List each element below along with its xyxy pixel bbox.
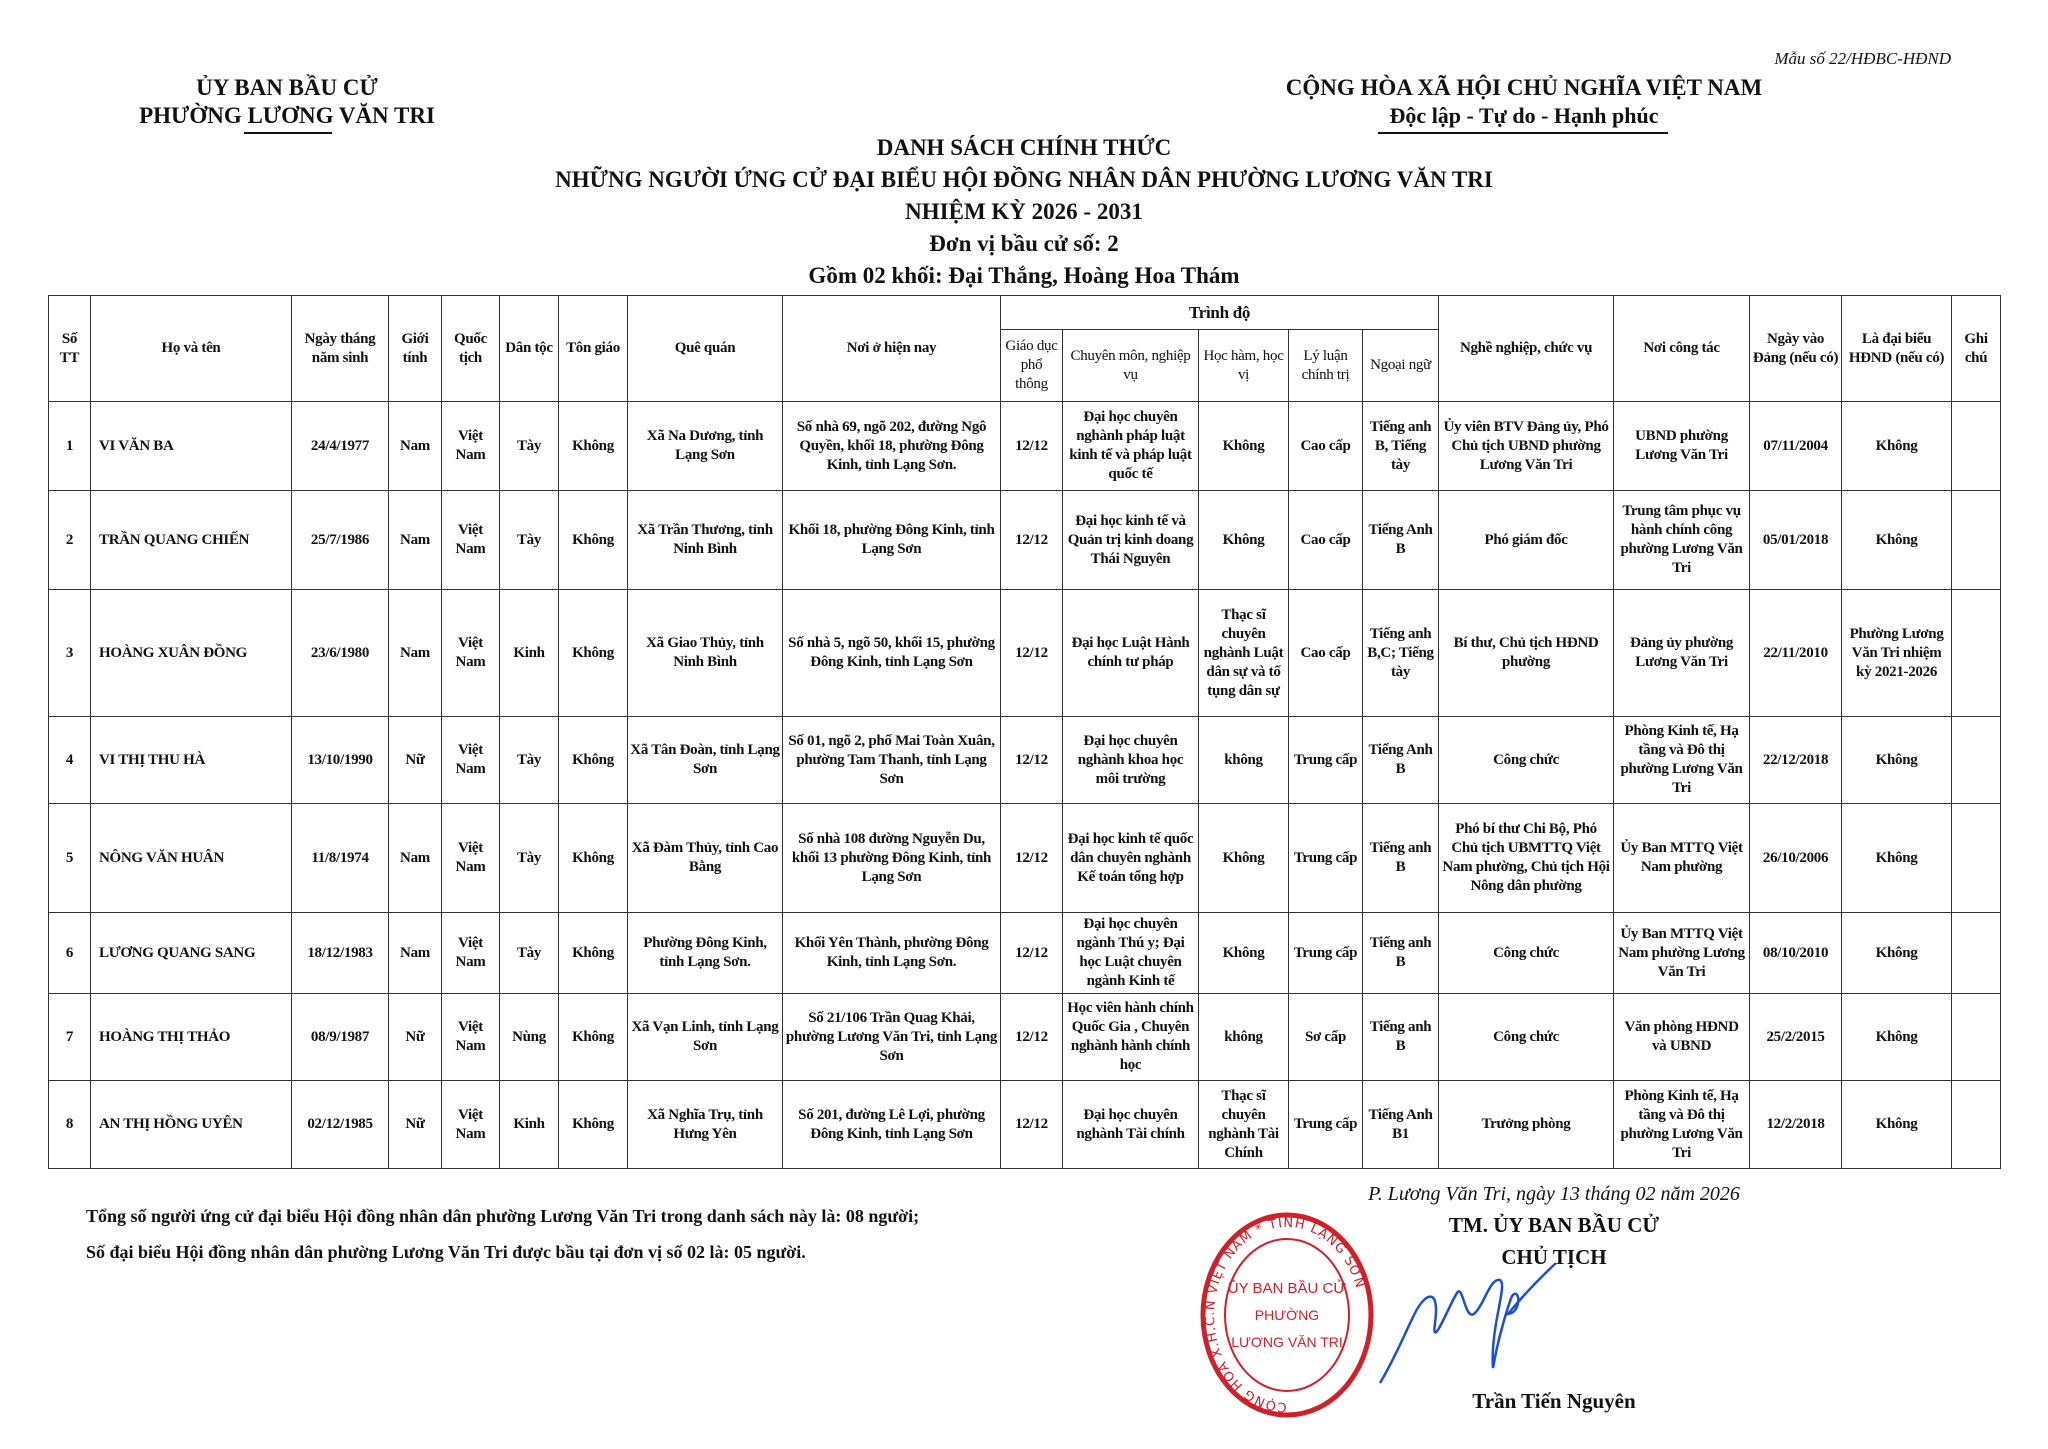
national-underline bbox=[1378, 132, 1668, 134]
cell-dob: 18/12/1983 bbox=[292, 913, 389, 994]
cell-general: 12/12 bbox=[1001, 913, 1063, 994]
cell-occupation: Công chức bbox=[1439, 717, 1614, 804]
cell-dob: 13/10/1990 bbox=[292, 717, 389, 804]
cell-occupation: Phó bí thư Chi Bộ, Phó Chủ tịch UBMTTQ Việt Nam phường, Chủ tịch Hội Nông dân phường bbox=[1439, 804, 1614, 913]
cell-ethnicity: Tày bbox=[500, 913, 559, 994]
header-stt: Số TT bbox=[49, 296, 91, 402]
cell-stt: 3 bbox=[49, 590, 91, 717]
cell-workplace: Trung tâm phục vụ hành chính công phường Lương Văn Tri bbox=[1614, 491, 1750, 590]
cell-occupation: Công chức bbox=[1439, 913, 1614, 994]
on-behalf: TM. ỦY BAN BẦU CỬ bbox=[1448, 1213, 1660, 1237]
cell-general: 12/12 bbox=[1001, 402, 1063, 491]
cell-note bbox=[1952, 402, 2001, 491]
cell-ethnicity: Tày bbox=[500, 491, 559, 590]
cell-residence: Số nhà 5, ngõ 50, khối 15, phường Đông Kinh, tỉnh Lạng Sơn bbox=[783, 590, 1001, 717]
place-date: P. Lương Văn Tri, ngày 13 tháng 02 năm 2026 bbox=[1368, 1183, 1740, 1205]
header-occupation: Nghề nghiệp, chức vụ bbox=[1439, 296, 1614, 402]
cell-workplace: Đảng ủy phường Lương Văn Tri bbox=[1614, 590, 1750, 717]
cell-delegate: Phường Lương Văn Tri nhiệm kỳ 2021-2026 bbox=[1842, 590, 1952, 717]
cell-specialty: Đại học chuyên nghành pháp luật kinh tế và pháp luật quốc tế bbox=[1063, 402, 1199, 491]
cell-religion: Không bbox=[559, 717, 628, 804]
cell-general: 12/12 bbox=[1001, 804, 1063, 913]
header-workplace: Nơi công tác bbox=[1614, 296, 1750, 402]
cell-religion: Không bbox=[559, 994, 628, 1081]
cell-degree: Không bbox=[1199, 913, 1289, 994]
table-row bbox=[49, 491, 2001, 590]
cell-hometown: Xã Vạn Linh, tỉnh Lạng Sơn bbox=[628, 994, 783, 1081]
candidate-table bbox=[48, 295, 2001, 1169]
cell-stt: 1 bbox=[49, 402, 91, 491]
cell-language: Tiếng Anh B bbox=[1363, 491, 1439, 590]
header-degree: Học hàm, học vị bbox=[1199, 330, 1289, 402]
issuer-line1: ỦY BAN BẦU CỬ bbox=[196, 75, 378, 100]
cell-religion: Không bbox=[559, 1081, 628, 1169]
cell-gender: Nữ bbox=[389, 1081, 442, 1169]
cell-dob: 23/6/1980 bbox=[292, 590, 389, 717]
cell-name: AN THỊ HỒNG UYÊN bbox=[91, 1081, 292, 1169]
cell-delegate: Không bbox=[1842, 402, 1952, 491]
cell-political: Sơ cấp bbox=[1289, 994, 1363, 1081]
cell-name: TRẦN QUANG CHIẾN bbox=[91, 491, 292, 590]
header-delegate: Là đại biểu HĐND (nếu có) bbox=[1842, 296, 1952, 402]
footer-total: Tổng số người ứng cử đại biểu Hội đồng nhân dân phường Lương Văn Tri trong danh sách này là: 08 người; bbox=[86, 1206, 920, 1226]
cell-name: HOÀNG XUÂN ĐỒNG bbox=[91, 590, 292, 717]
cell-note bbox=[1952, 994, 2001, 1081]
cell-gender: Nữ bbox=[389, 994, 442, 1081]
cell-gender: Nam bbox=[389, 804, 442, 913]
cell-residence: Khối Yên Thành, phường Đông Kinh, tỉnh Lạng Sơn. bbox=[783, 913, 1001, 994]
table-row bbox=[49, 913, 2001, 994]
doc-subtitle: NHỮNG NGƯỜI ỨNG CỬ ĐẠI BIỂU HỘI ĐỒNG NHÂN DÂN PHƯỜNG LƯƠNG VĂN TRI bbox=[555, 167, 1493, 192]
cell-ethnicity: Tày bbox=[500, 717, 559, 804]
cell-language: Tiếng Anh B bbox=[1363, 717, 1439, 804]
cell-party-date: 08/10/2010 bbox=[1750, 913, 1842, 994]
cell-name: VI VĂN BA bbox=[91, 402, 292, 491]
cell-ethnicity: Kinh bbox=[500, 590, 559, 717]
cell-occupation: Trưởng phòng bbox=[1439, 1081, 1614, 1169]
cell-nationality: Việt Nam bbox=[442, 590, 500, 717]
cell-workplace: UBND phường Lương Văn Tri bbox=[1614, 402, 1750, 491]
header-language: Ngoại ngữ bbox=[1363, 330, 1439, 402]
cell-stt: 7 bbox=[49, 994, 91, 1081]
doc-term: NHIỆM KỲ 2026 - 2031 bbox=[905, 199, 1143, 224]
cell-occupation: Phó giám đốc bbox=[1439, 491, 1614, 590]
cell-degree: Không bbox=[1199, 402, 1289, 491]
cell-general: 12/12 bbox=[1001, 994, 1063, 1081]
cell-hometown: Xã Na Dương, tỉnh Lạng Sơn bbox=[628, 402, 783, 491]
cell-specialty: Đại học kinh tế và Quản trị kinh doang Thái Nguyên bbox=[1063, 491, 1199, 590]
header-ethnicity: Dân tộc bbox=[500, 296, 559, 402]
cell-workplace: Ủy Ban MTTQ Việt Nam phường Lương Văn Tri bbox=[1614, 913, 1750, 994]
cell-language: Tiếng anh B bbox=[1363, 804, 1439, 913]
cell-nationality: Việt Nam bbox=[442, 1081, 500, 1169]
cell-delegate: Không bbox=[1842, 804, 1952, 913]
cell-nationality: Việt Nam bbox=[442, 491, 500, 590]
header-religion: Tôn giáo bbox=[559, 296, 628, 402]
official-stamp bbox=[1203, 1214, 1371, 1415]
cell-nationality: Việt Nam bbox=[442, 804, 500, 913]
issuer-line2: PHƯỜNG LƯƠNG VĂN TRI bbox=[139, 103, 435, 128]
cell-residence: Số 201, đường Lê Lợi, phường Đông Kinh, tỉnh Lạng Sơn bbox=[783, 1081, 1001, 1169]
cell-specialty: Học viên hành chính Quốc Gia , Chuyên nghành hành chính học bbox=[1063, 994, 1199, 1081]
cell-gender: Nam bbox=[389, 590, 442, 717]
cell-delegate: Không bbox=[1842, 994, 1952, 1081]
table-row bbox=[49, 994, 2001, 1081]
cell-stt: 5 bbox=[49, 804, 91, 913]
cell-hometown: Xã Đàm Thủy, tỉnh Cao Bằng bbox=[628, 804, 783, 913]
cell-degree: Không bbox=[1199, 491, 1289, 590]
cell-political: Trung cấp bbox=[1289, 717, 1363, 804]
cell-general: 12/12 bbox=[1001, 491, 1063, 590]
header-party-date: Ngày vào Đảng (nếu có) bbox=[1750, 296, 1842, 402]
cell-religion: Không bbox=[559, 804, 628, 913]
cell-stt: 6 bbox=[49, 913, 91, 994]
footer-area bbox=[0, 1183, 2048, 1423]
cell-workplace: Ủy Ban MTTQ Việt Nam phường bbox=[1614, 804, 1750, 913]
cell-dob: 11/8/1974 bbox=[292, 804, 389, 913]
cell-party-date: 22/12/2018 bbox=[1750, 717, 1842, 804]
table-row bbox=[49, 402, 2001, 491]
cell-religion: Không bbox=[559, 913, 628, 994]
table-row bbox=[49, 590, 2001, 717]
cell-note bbox=[1952, 913, 2001, 994]
cell-language: Tiếng anh B,C; Tiếng tày bbox=[1363, 590, 1439, 717]
header-note: Ghi chú bbox=[1952, 296, 2001, 402]
cell-degree: Thạc sĩ chuyên nghành Tài Chính bbox=[1199, 1081, 1289, 1169]
cell-workplace: Văn phòng HĐND và UBND bbox=[1614, 994, 1750, 1081]
signer-name: Trần Tiến Nguyên bbox=[1472, 1389, 1636, 1413]
header-specialty: Chuyên môn, nghiệp vụ bbox=[1063, 330, 1199, 402]
cell-ethnicity: Kinh bbox=[500, 1081, 559, 1169]
header-gender: Giới tính bbox=[389, 296, 442, 402]
cell-name: NÔNG VĂN HUÂN bbox=[91, 804, 292, 913]
cell-dob: 08/9/1987 bbox=[292, 994, 389, 1081]
cell-gender: Nam bbox=[389, 402, 442, 491]
doc-title: DANH SÁCH CHÍNH THỨC bbox=[876, 135, 1172, 160]
cell-note bbox=[1952, 590, 2001, 717]
cell-hometown: Phường Đông Kinh, tỉnh Lạng Sơn. bbox=[628, 913, 783, 994]
cell-political: Trung cấp bbox=[1289, 913, 1363, 994]
header-name: Họ và tên bbox=[91, 296, 292, 402]
header-nationality: Quốc tịch bbox=[442, 296, 500, 402]
cell-party-date: 12/2/2018 bbox=[1750, 1081, 1842, 1169]
cell-degree: Thạc sĩ chuyên nghành Luật dân sự và tố tụng dân sự bbox=[1199, 590, 1289, 717]
stamp-inner-line3: LƯƠNG VĂN TRI bbox=[1231, 1334, 1343, 1350]
cell-hometown: Xã Nghĩa Trụ, tỉnh Hưng Yên bbox=[628, 1081, 783, 1169]
cell-name: LƯƠNG QUANG SANG bbox=[91, 913, 292, 994]
cell-general: 12/12 bbox=[1001, 717, 1063, 804]
cell-religion: Không bbox=[559, 402, 628, 491]
cell-dob: 25/7/1986 bbox=[292, 491, 389, 590]
cell-stt: 8 bbox=[49, 1081, 91, 1169]
form-number: Mẫu số 22/HĐBC-HĐND bbox=[1774, 49, 1951, 68]
doc-blocks: Gồm 02 khối: Đại Thắng, Hoàng Hoa Thám bbox=[808, 263, 1240, 288]
cell-specialty: Đại học kinh tế quốc dân chuyên nghành Kế toán tổng hợp bbox=[1063, 804, 1199, 913]
cell-party-date: 05/01/2018 bbox=[1750, 491, 1842, 590]
header-dob: Ngày tháng năm sinh bbox=[292, 296, 389, 402]
cell-delegate: Không bbox=[1842, 913, 1952, 994]
cell-political: Cao cấp bbox=[1289, 402, 1363, 491]
cell-language: Tiếng anh B bbox=[1363, 913, 1439, 994]
cell-hometown: Xã Tân Đoàn, tỉnh Lạng Sơn bbox=[628, 717, 783, 804]
cell-party-date: 07/11/2004 bbox=[1750, 402, 1842, 491]
national-motto: Độc lập - Tự do - Hạnh phúc bbox=[1389, 103, 1659, 128]
cell-name: HOÀNG THỊ THẢO bbox=[91, 994, 292, 1081]
stamp-inner-line1: ỦY BAN BẦU CỬ bbox=[1227, 1280, 1347, 1297]
cell-hometown: Xã Trần Thương, tỉnh Ninh Bình bbox=[628, 491, 783, 590]
cell-residence: Số nhà 69, ngõ 202, đường Ngô Quyền, khối 18, phường Đông Kinh, tỉnh Lạng Sơn. bbox=[783, 402, 1001, 491]
header-education: Trình độ bbox=[1001, 296, 1439, 330]
issuer-underline bbox=[244, 132, 332, 134]
header-hometown: Quê quán bbox=[628, 296, 783, 402]
cell-dob: 24/4/1977 bbox=[292, 402, 389, 491]
cell-residence: Số nhà 108 đường Nguyễn Du, khối 13 phường Đông Kinh, tỉnh Lạng Sơn bbox=[783, 804, 1001, 913]
cell-ethnicity: Tày bbox=[500, 804, 559, 913]
cell-residence: Số 21/106 Trần Quag Khải, phường Lương Văn Tri, tỉnh Lạng Sơn bbox=[783, 994, 1001, 1081]
cell-specialty: Đại học chuyên ngành Thú y; Đại học Luật chuyên ngành Kinh tế bbox=[1063, 913, 1199, 994]
cell-note bbox=[1952, 717, 2001, 804]
cell-dob: 02/12/1985 bbox=[292, 1081, 389, 1169]
cell-degree: Không bbox=[1199, 804, 1289, 913]
header-residence: Nơi ở hiện nay bbox=[783, 296, 1001, 402]
cell-residence: Số 01, ngõ 2, phố Mai Toàn Xuân, phường Tam Thanh, tỉnh Lạng Sơn bbox=[783, 717, 1001, 804]
cell-nationality: Việt Nam bbox=[442, 913, 500, 994]
cell-specialty: Đại học Luật Hành chính tư pháp bbox=[1063, 590, 1199, 717]
cell-occupation: Công chức bbox=[1439, 994, 1614, 1081]
cell-gender: Nữ bbox=[389, 717, 442, 804]
cell-hometown: Xã Giao Thủy, tỉnh Ninh Bình bbox=[628, 590, 783, 717]
header-general-education: Giáo dục phổ thông bbox=[1001, 330, 1063, 402]
cell-language: Tiếng anh B, Tiếng tày bbox=[1363, 402, 1439, 491]
cell-residence: Khối 18, phường Đông Kinh, tỉnh Lạng Sơn bbox=[783, 491, 1001, 590]
cell-delegate: Không bbox=[1842, 1081, 1952, 1169]
cell-language: Tiếng anh B bbox=[1363, 994, 1439, 1081]
cell-ethnicity: Tày bbox=[500, 402, 559, 491]
cell-language: Tiếng Anh B1 bbox=[1363, 1081, 1439, 1169]
cell-nationality: Việt Nam bbox=[442, 402, 500, 491]
cell-general: 12/12 bbox=[1001, 1081, 1063, 1169]
cell-workplace: Phòng Kinh tế, Hạ tầng và Đô thị phường Lương Văn Tri bbox=[1614, 717, 1750, 804]
cell-stt: 4 bbox=[49, 717, 91, 804]
cell-delegate: Không bbox=[1842, 717, 1952, 804]
cell-party-date: 22/11/2010 bbox=[1750, 590, 1842, 717]
cell-political: Cao cấp bbox=[1289, 491, 1363, 590]
signer-position: CHỦ TỊCH bbox=[1501, 1245, 1607, 1269]
cell-political: Trung cấp bbox=[1289, 1081, 1363, 1169]
cell-general: 12/12 bbox=[1001, 590, 1063, 717]
cell-degree: không bbox=[1199, 717, 1289, 804]
footer-elected: Số đại biểu Hội đồng nhân dân phường Lương Văn Tri được bầu tại đơn vị số 02 là: 05 người. bbox=[86, 1242, 806, 1262]
cell-name: VI THỊ THU HÀ bbox=[91, 717, 292, 804]
table-row bbox=[49, 1081, 2001, 1169]
cell-delegate: Không bbox=[1842, 491, 1952, 590]
cell-religion: Không bbox=[559, 491, 628, 590]
cell-party-date: 26/10/2006 bbox=[1750, 804, 1842, 913]
cell-note bbox=[1952, 804, 2001, 913]
header-political: Lý luận chính trị bbox=[1289, 330, 1363, 402]
cell-stt: 2 bbox=[49, 491, 91, 590]
cell-nationality: Việt Nam bbox=[442, 717, 500, 804]
cell-ethnicity: Nùng bbox=[500, 994, 559, 1081]
cell-note bbox=[1952, 1081, 2001, 1169]
stamp-inner-line2: PHƯỜNG bbox=[1254, 1307, 1320, 1323]
handwritten-signature bbox=[1380, 1263, 1556, 1383]
cell-note bbox=[1952, 491, 2001, 590]
cell-gender: Nam bbox=[389, 491, 442, 590]
table-row bbox=[49, 717, 2001, 804]
cell-nationality: Việt Nam bbox=[442, 994, 500, 1081]
table-row bbox=[49, 804, 2001, 913]
cell-specialty: Đại học chuyên nghành Tài chính bbox=[1063, 1081, 1199, 1169]
cell-religion: Không bbox=[559, 590, 628, 717]
cell-workplace: Phòng Kinh tế, Hạ tầng và Đô thị phường Lương Văn Tri bbox=[1614, 1081, 1750, 1169]
cell-party-date: 25/2/2015 bbox=[1750, 994, 1842, 1081]
cell-specialty: Đại học chuyên nghành khoa học môi trường bbox=[1063, 717, 1199, 804]
cell-political: Cao cấp bbox=[1289, 590, 1363, 717]
national-title: CỘNG HÒA XÃ HỘI CHỦ NGHĨA VIỆT NAM bbox=[1285, 75, 1763, 100]
cell-occupation: Ủy viên BTV Đảng ủy, Phó Chủ tịch UBND phường Lương Văn Tri bbox=[1439, 402, 1614, 491]
stamp-outer-text: CỘNG HÒA X.H.C.N VIỆT NAM * TỈNH LẠNG SƠN bbox=[1202, 1215, 1368, 1415]
cell-occupation: Bí thư, Chủ tịch HĐND phường bbox=[1439, 590, 1614, 717]
cell-gender: Nam bbox=[389, 913, 442, 994]
cell-political: Trung cấp bbox=[1289, 804, 1363, 913]
doc-unit: Đơn vị bầu cử số: 2 bbox=[929, 231, 1119, 256]
cell-degree: không bbox=[1199, 994, 1289, 1081]
